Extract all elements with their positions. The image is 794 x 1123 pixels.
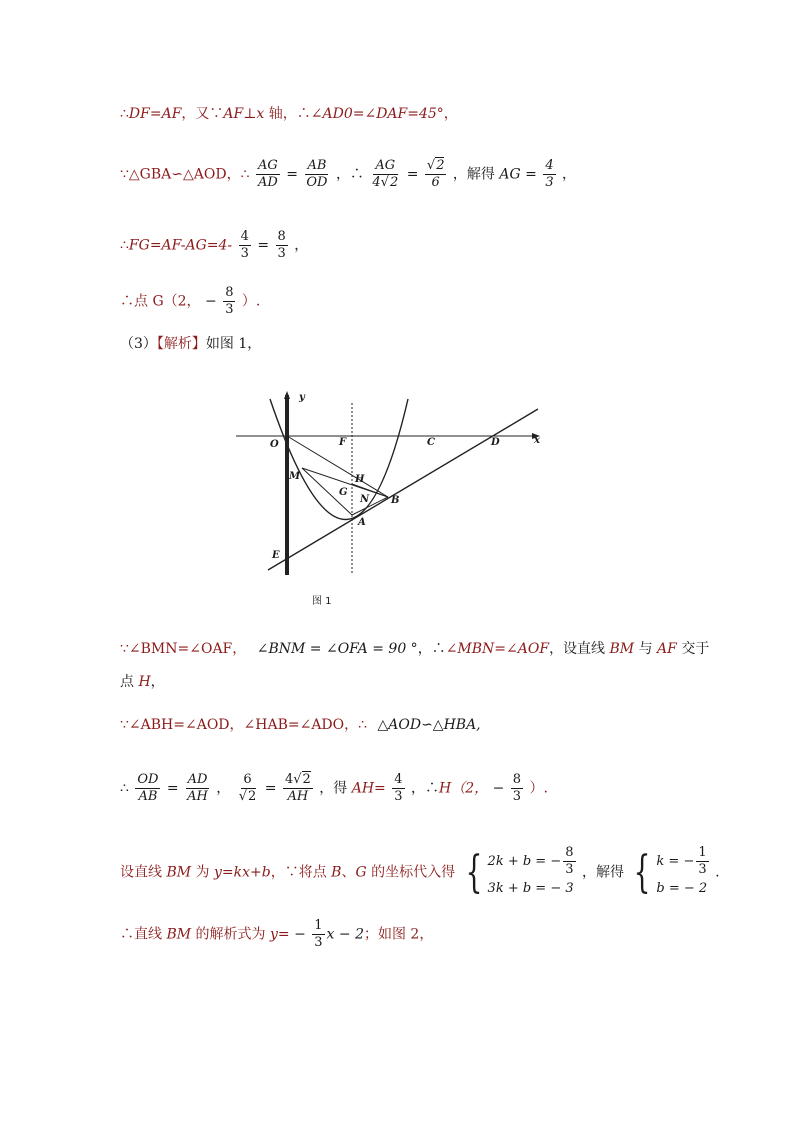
text: BM xyxy=(166,926,192,943)
segment-ab xyxy=(352,497,388,515)
equals: = xyxy=(286,166,298,183)
left-brace: { xyxy=(465,846,482,898)
text: ∵△GBA∽△AOD，∴ xyxy=(120,166,250,183)
text: AG = xyxy=(499,166,537,183)
text: k = − xyxy=(656,854,695,869)
label-e: E xyxy=(272,550,280,561)
text: ∴ xyxy=(120,237,129,254)
text: ，∴ xyxy=(410,780,439,797)
numerator: 4√2 xyxy=(284,772,311,787)
label-f: F xyxy=(339,437,347,448)
label-g: G xyxy=(339,487,348,498)
line-9 xyxy=(120,772,548,805)
fraction xyxy=(563,845,575,878)
text: ， xyxy=(443,106,458,122)
text: ，得 xyxy=(319,780,352,797)
equals: = xyxy=(264,780,277,797)
minus: − xyxy=(205,293,217,310)
line-8 xyxy=(120,715,481,735)
text: G xyxy=(355,864,367,881)
line-3 xyxy=(120,229,308,262)
fraction xyxy=(276,229,288,262)
label-b: B xyxy=(391,495,400,506)
denominator: 3 xyxy=(394,789,403,804)
text: ， xyxy=(562,166,577,183)
numerator: √2 xyxy=(426,158,445,173)
text: y=kx+b xyxy=(213,864,271,881)
text: ∠MBN=∠AOF xyxy=(445,641,550,657)
line-1 xyxy=(120,104,458,124)
text: ，解得 xyxy=(452,166,495,183)
left-brace: { xyxy=(634,846,651,898)
denominator: 3 xyxy=(565,862,574,877)
parabola-curve xyxy=(270,399,408,520)
text: △AOD∽△HBA, xyxy=(377,717,481,733)
text: ， xyxy=(150,674,165,690)
fraction xyxy=(370,158,400,191)
text: 的解析式为 xyxy=(191,926,270,943)
text: ）. xyxy=(529,780,548,797)
text: ，∵将点 xyxy=(270,864,332,881)
radicand: 2 xyxy=(389,175,399,190)
radicand: 2 xyxy=(302,772,311,787)
equation-system xyxy=(460,845,578,900)
fraction xyxy=(237,772,259,805)
minus: − xyxy=(289,926,306,943)
text: ∵∠BMN=∠OAF， xyxy=(120,641,247,657)
radicand: 2 xyxy=(436,158,445,173)
numerator: 4 xyxy=(240,229,249,244)
denominator: 6 xyxy=(431,175,440,190)
equals: = xyxy=(166,780,179,797)
text: y= xyxy=(269,926,290,943)
text: ，解得 xyxy=(581,864,624,881)
denominator: AB xyxy=(138,789,158,804)
figure-1 xyxy=(236,385,546,589)
text: 交于 xyxy=(676,641,710,657)
numerator: 8 xyxy=(277,229,286,244)
line-7 xyxy=(120,672,165,692)
text: ，又∵ xyxy=(181,106,224,122)
numerator: AG xyxy=(257,158,278,173)
denominator: 3 xyxy=(314,935,323,950)
label-x: x xyxy=(534,435,540,446)
equation-row-1 xyxy=(488,845,578,878)
fraction xyxy=(511,772,523,805)
fraction xyxy=(239,229,251,262)
radicand: 2 xyxy=(248,789,257,804)
text: ∠BNM = ∠OFA = 90 ° xyxy=(256,641,418,657)
analysis-tag: 【解析】 xyxy=(156,336,206,352)
text: 设直线 xyxy=(120,864,167,881)
numerator: AD xyxy=(187,772,208,787)
fraction xyxy=(223,285,235,318)
label-y: y xyxy=(299,392,305,403)
text: B xyxy=(331,864,342,881)
coefficient: 4 xyxy=(372,175,381,190)
fraction xyxy=(696,845,708,878)
text: 为 xyxy=(191,864,214,881)
text: 、 xyxy=(341,864,356,881)
text: AH= xyxy=(351,780,386,797)
fraction xyxy=(135,772,160,805)
line-11 xyxy=(120,918,433,951)
numerator: 1 xyxy=(314,918,323,933)
text: 2k + b = − xyxy=(487,854,562,869)
equation-rows xyxy=(488,845,578,900)
text: FG=AF-AG=4- xyxy=(128,237,233,254)
text: 的坐标代入得 xyxy=(366,864,456,881)
fraction xyxy=(392,772,404,805)
text: ，设直线 xyxy=(549,641,610,657)
text: ∴点 G（2， xyxy=(120,293,201,310)
text: ）. xyxy=(241,293,261,310)
label-m: M xyxy=(289,471,301,482)
parabola-diagram xyxy=(236,385,546,585)
text: ；如图 2， xyxy=(363,926,434,943)
text: x − 2 xyxy=(326,926,364,943)
numerator: 1 xyxy=(698,845,707,860)
label-h: H xyxy=(355,474,365,485)
denominator: 3 xyxy=(240,246,249,261)
denominator: 4√2 xyxy=(372,175,399,190)
text: ，∴ xyxy=(335,166,364,183)
text: 与 xyxy=(634,641,658,657)
denominator: 3 xyxy=(698,862,707,877)
denominator: 3 xyxy=(545,175,554,190)
text: AF⊥x xyxy=(223,106,265,122)
fraction xyxy=(256,158,280,191)
denominator: 3 xyxy=(277,246,286,261)
text: ∵∠ABH=∠AOD，∠HAB=∠ADO，∴ xyxy=(120,717,368,733)
solution-system xyxy=(628,845,710,900)
text: ∴直线 xyxy=(120,926,167,943)
denominator: 3 xyxy=(512,789,522,804)
figure-caption: 图 1 xyxy=(312,596,332,607)
text: AF xyxy=(657,641,677,657)
fraction xyxy=(304,158,329,191)
solution-rows xyxy=(656,845,710,900)
denominator: √2 xyxy=(238,789,257,804)
text: 点 xyxy=(120,674,139,690)
label-a: A xyxy=(358,517,366,528)
coefficient: 4 xyxy=(284,772,294,787)
denominator: AH xyxy=(287,789,309,804)
text: ，∴ xyxy=(417,641,446,657)
minus: − xyxy=(492,780,505,797)
text: . xyxy=(715,864,720,881)
numerator: 4 xyxy=(394,772,403,787)
label-d: D xyxy=(491,437,500,448)
equation-row-2: 3k + b = − 3 xyxy=(487,881,574,896)
numerator: OD xyxy=(137,772,159,787)
text: ， xyxy=(294,237,309,254)
denominator: AD xyxy=(257,175,278,190)
text: 如图 1， xyxy=(205,336,262,352)
therefore-symbol: ∴ xyxy=(120,106,129,122)
fraction xyxy=(425,158,447,191)
label-o: O xyxy=(270,439,279,450)
text: （3） xyxy=(120,336,157,352)
line-6 xyxy=(120,639,709,659)
text: DF=AF xyxy=(128,106,182,122)
fraction xyxy=(185,772,210,805)
text: H xyxy=(138,674,151,690)
text: ， xyxy=(216,780,231,797)
numerator: 6 xyxy=(243,772,252,787)
line-4 xyxy=(120,285,260,318)
solution-row-1 xyxy=(656,845,710,878)
fraction xyxy=(312,918,324,951)
line-10 xyxy=(120,845,720,900)
numerator: AG xyxy=(375,158,396,173)
line-2 xyxy=(120,158,576,191)
text: 轴，∴ xyxy=(264,106,311,122)
equals: = xyxy=(406,166,419,183)
text: ∠AD0=∠DAF=45° xyxy=(310,106,444,122)
segment-ob xyxy=(287,436,388,497)
label-n: N xyxy=(360,494,370,505)
denominator: OD xyxy=(306,175,328,190)
numerator: 8 xyxy=(512,772,522,787)
line-5 xyxy=(120,334,261,354)
numerator: AB xyxy=(307,158,327,173)
fraction xyxy=(543,158,555,191)
line-ed xyxy=(268,409,538,570)
solution-row-2: b = − 2 xyxy=(656,881,708,896)
text: BM xyxy=(166,864,192,881)
numerator: 8 xyxy=(565,845,574,860)
text: ∴ xyxy=(120,780,129,797)
fraction xyxy=(283,772,313,805)
numerator: 4 xyxy=(545,158,554,173)
denominator: AH xyxy=(187,789,208,804)
denominator: 3 xyxy=(225,302,234,317)
numerator: 8 xyxy=(225,285,234,300)
text: BM xyxy=(609,641,635,657)
equals: = xyxy=(257,237,270,254)
label-c: C xyxy=(427,437,435,448)
text: H（2， xyxy=(438,780,489,797)
y-axis-arrow-icon xyxy=(284,391,290,399)
